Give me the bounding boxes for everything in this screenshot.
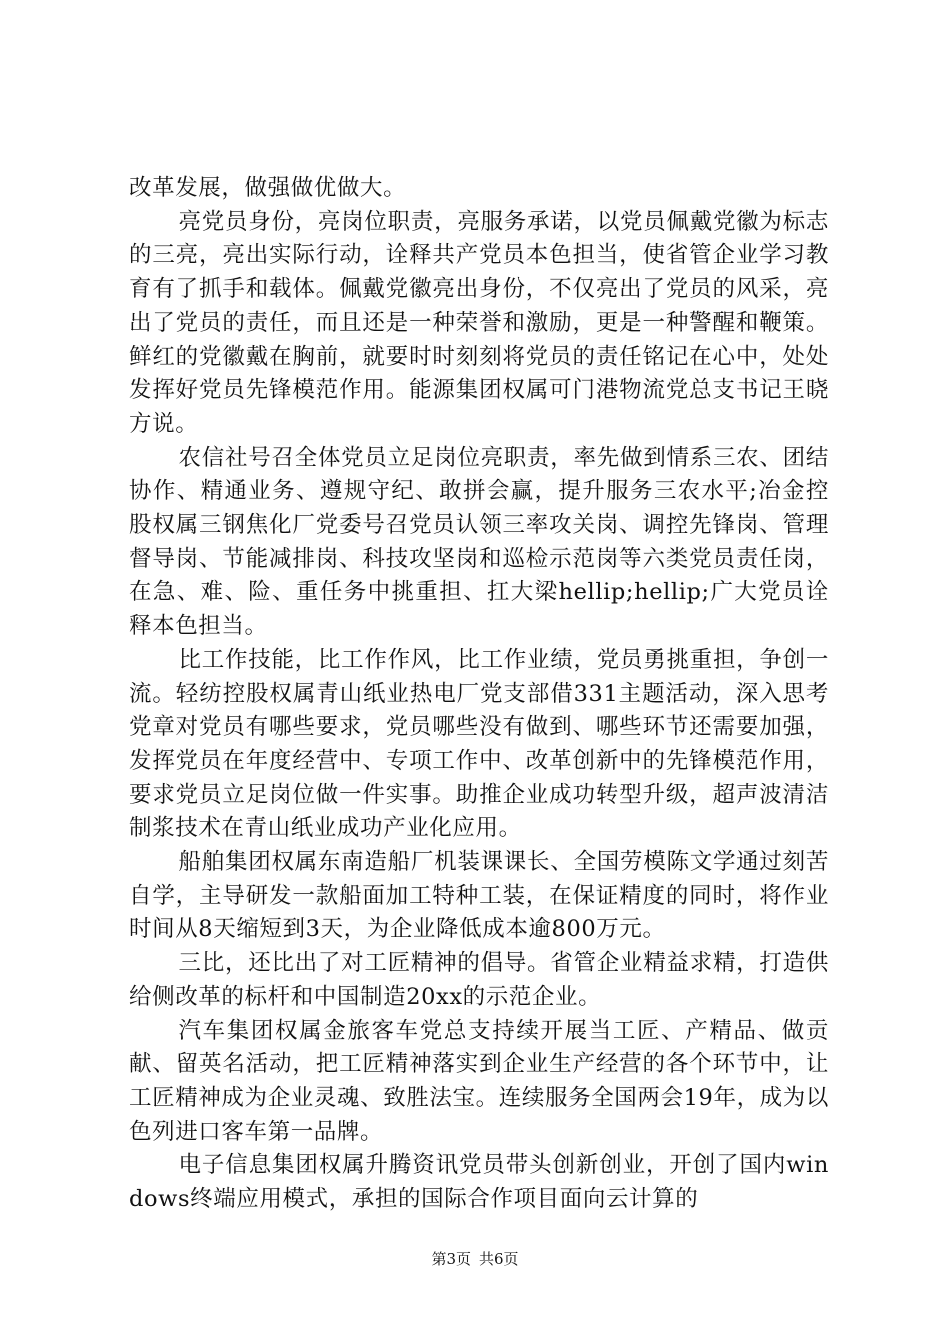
paragraph: 比工作技能，比工作作风，比工作业绩，党员勇挑重担，争创一流。轻纺控股权属青山纸业热电厂党支部借331主题活动，深入思考党章对党员有哪些要求，党员哪些没有做到、哪些环节还需要加强，发挥党员在年度经营中、专项工作中、改革创新中的先锋模范作用，要求党员立足岗位做一件实事。助推企业成功转型升级，超声波清洁制浆技术在青山纸业成功产业化应用。 (129, 646, 829, 842)
document-body (129, 172, 829, 1217)
page-total: 共6页 (479, 1250, 519, 1268)
paragraph: 三比，还比出了对工匠精神的倡导。省管企业精益求精，打造供给侧改革的标杆和中国制造20xx的示范企业。 (129, 950, 829, 1010)
page-number: 第3页 (431, 1250, 471, 1268)
paragraph: 亮党员身份，亮岗位职责，亮服务承诺，以党员佩戴党徽为标志的三亮，亮出实际行动，诠释共产党员本色担当，使省管企业学习教育有了抓手和载体。佩戴党徽亮出身份，不仅亮出了党员的风采，亮出了党员的责任，而且还是一种荣誉和激励，更是一种警醒和鞭策。鲜红的党徽戴在胸前，就要时时刻刻将党员的责任铭记在心中，处处发挥好党员先锋模范作用。能源集团权属可门港物流党总支书记王晓方说。 (129, 208, 829, 437)
paragraph: 汽车集团权属金旅客车党总支持续开展当工匠、产精品、做贡献、留英名活动，把工匠精神落实到企业生产经营的各个环节中，让工匠精神成为企业灵魂、致胜法宝。连续服务全国两会19年，成为以色列进口客车第一品牌。 (129, 1017, 829, 1145)
paragraph: 农信社号召全体党员立足岗位亮职责，率先做到情系三农、团结协作、精通业务、遵规守纪、敢拼会赢，提升服务三农水平;冶金控股权属三钢焦化厂党委号召党员认领三率攻关岗、调控先锋岗、管理督导岗、节能减排岗、科技攻坚岗和巡检示范岗等六类党员责任岗，在急、难、险、重任务中挑重担、扛大梁hellip;hellip;广大党员诠释本色担当。 (129, 444, 829, 640)
paragraph: 船舶集团权属东南造船厂机装课课长、全国劳模陈文学通过刻苦自学，主导研发一款船面加工特种工装，在保证精度的同时，将作业时间从8天缩短到3天，为企业降低成本逾800万元。 (129, 849, 829, 943)
page-footer (0, 1249, 950, 1269)
paragraph-continuation: 改革发展，做强做优做大。 (129, 175, 407, 201)
paragraph: 电子信息集团权属升腾资讯党员带头创新创业，开创了国内windows终端应用模式，承担的国际合作项目面向云计算的 (129, 1152, 829, 1213)
